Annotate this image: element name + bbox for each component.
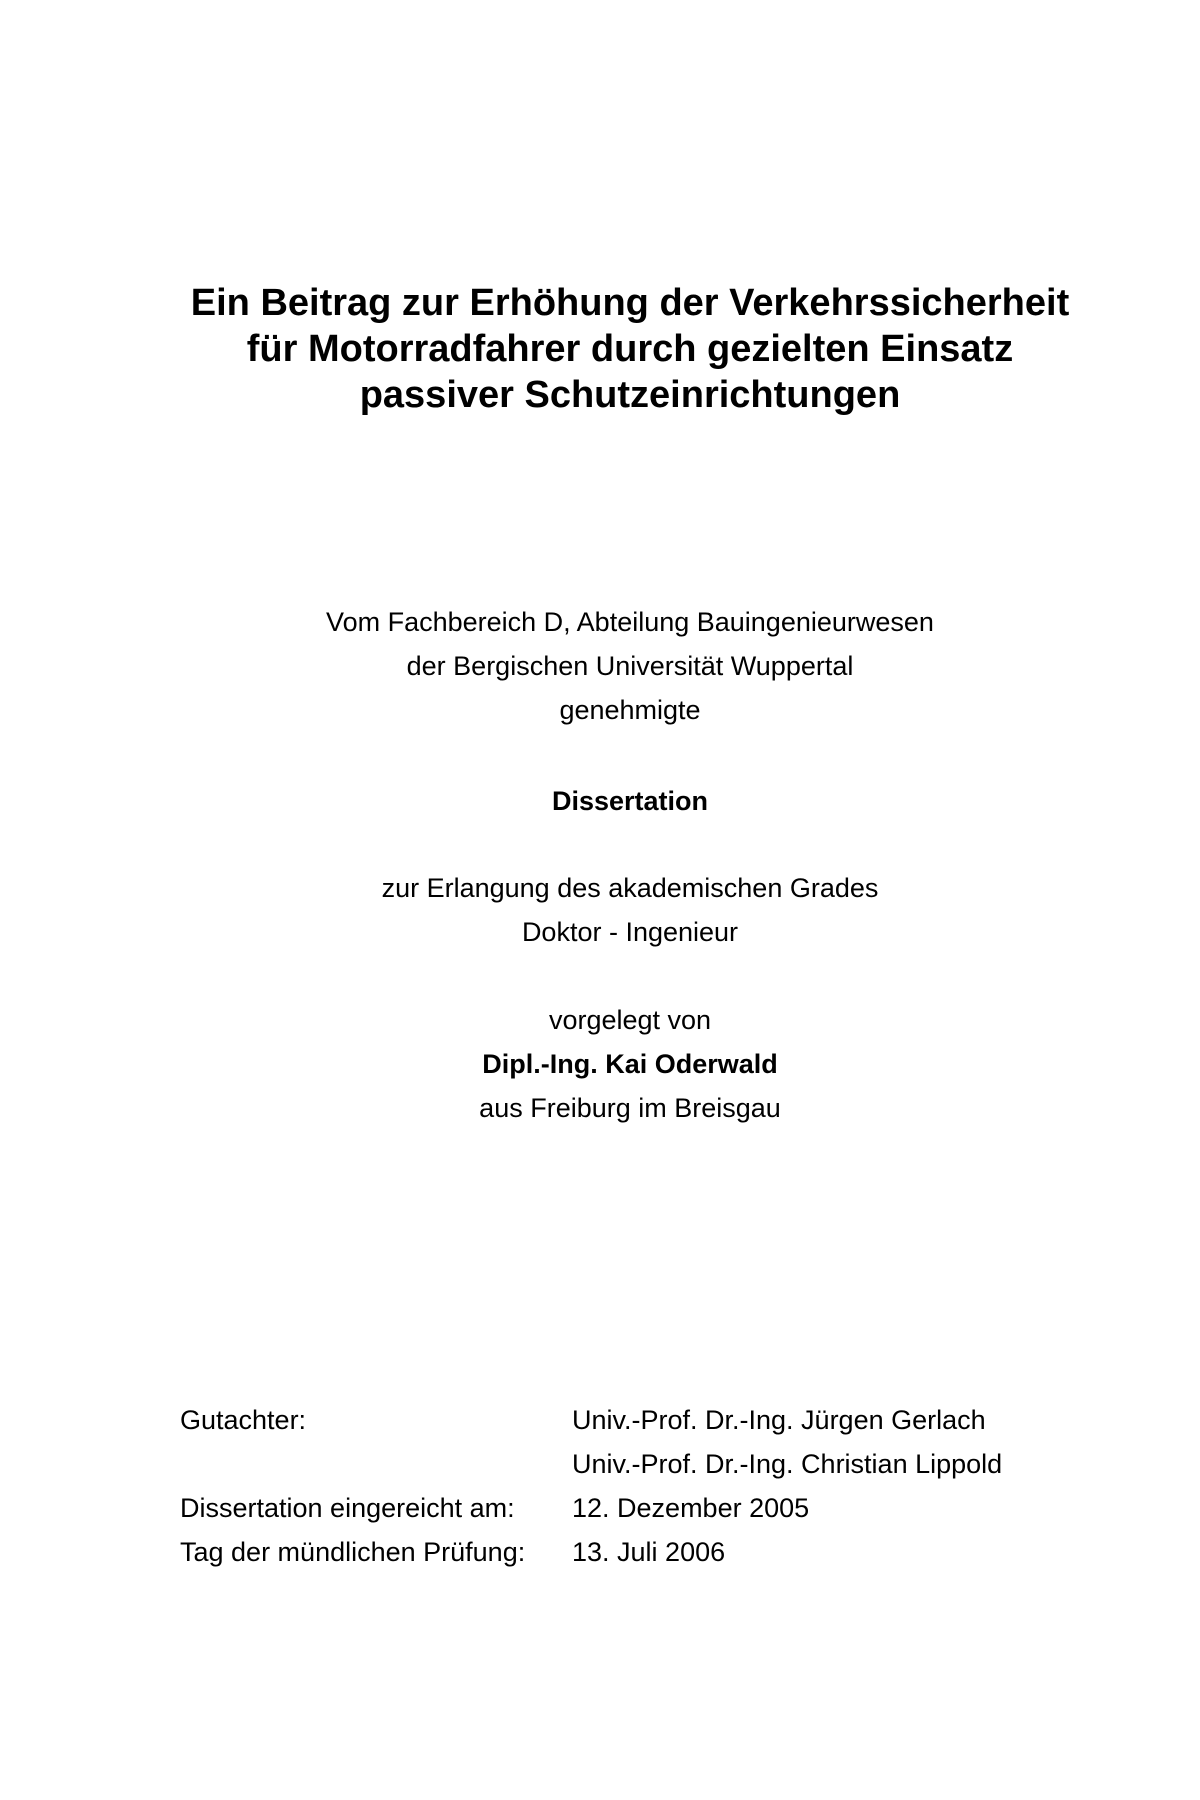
info-row-reviewer-1: [180, 1398, 1002, 1442]
dissertation-title: [130, 280, 1130, 418]
empty-label: [180, 1442, 572, 1486]
degree-line-2: Doktor - Ingenieur: [521, 917, 739, 947]
title-line-2: für Motorradfahrer durch gezielten Einsatz: [246, 328, 1014, 370]
reviewer-2: Univ.-Prof. Dr.-Ing. Christian Lippold: [572, 1449, 1003, 1479]
document-type-label: Dissertation: [551, 786, 709, 816]
author-origin: aus Freiburg im Breisgau: [479, 1093, 781, 1123]
info-table: [180, 1398, 1002, 1574]
document-type: [130, 779, 1130, 823]
info-row-exam: [180, 1530, 1002, 1574]
degree-line-1: zur Erlangung des akademischen Grades: [381, 873, 879, 903]
submitted-date: 12. Dezember 2005: [572, 1493, 810, 1523]
submitted-label: Dissertation eingereicht am:: [180, 1493, 515, 1523]
faculty-line-2: der Bergischen Universität Wuppertal: [406, 651, 854, 681]
title-line-3: passiver Schutzeinrichtungen: [359, 374, 901, 416]
author-name: Dipl.-Ing. Kai Oderwald: [482, 1049, 778, 1079]
exam-date: 13. Juli 2006: [572, 1537, 726, 1567]
faculty-line-1: Vom Fachbereich D, Abteilung Bauingenieurwesen: [326, 607, 934, 637]
info-row-submitted: [180, 1486, 1002, 1530]
author-block: [130, 998, 1130, 1130]
presented-by: vorgelegt von: [548, 1005, 712, 1035]
faculty-block: [130, 600, 1130, 732]
exam-label: Tag der mündlichen Prüfung:: [180, 1537, 526, 1567]
reviewer-1: Univ.-Prof. Dr.-Ing. Jürgen Gerlach: [572, 1405, 986, 1435]
faculty-line-3: genehmigte: [559, 695, 701, 725]
info-row-reviewer-2: [180, 1442, 1002, 1486]
degree-block: [130, 866, 1130, 954]
title-line-1: Ein Beitrag zur Erhöhung der Verkehrssicherheit: [190, 282, 1070, 324]
reviewers-label: Gutachter:: [180, 1405, 307, 1435]
